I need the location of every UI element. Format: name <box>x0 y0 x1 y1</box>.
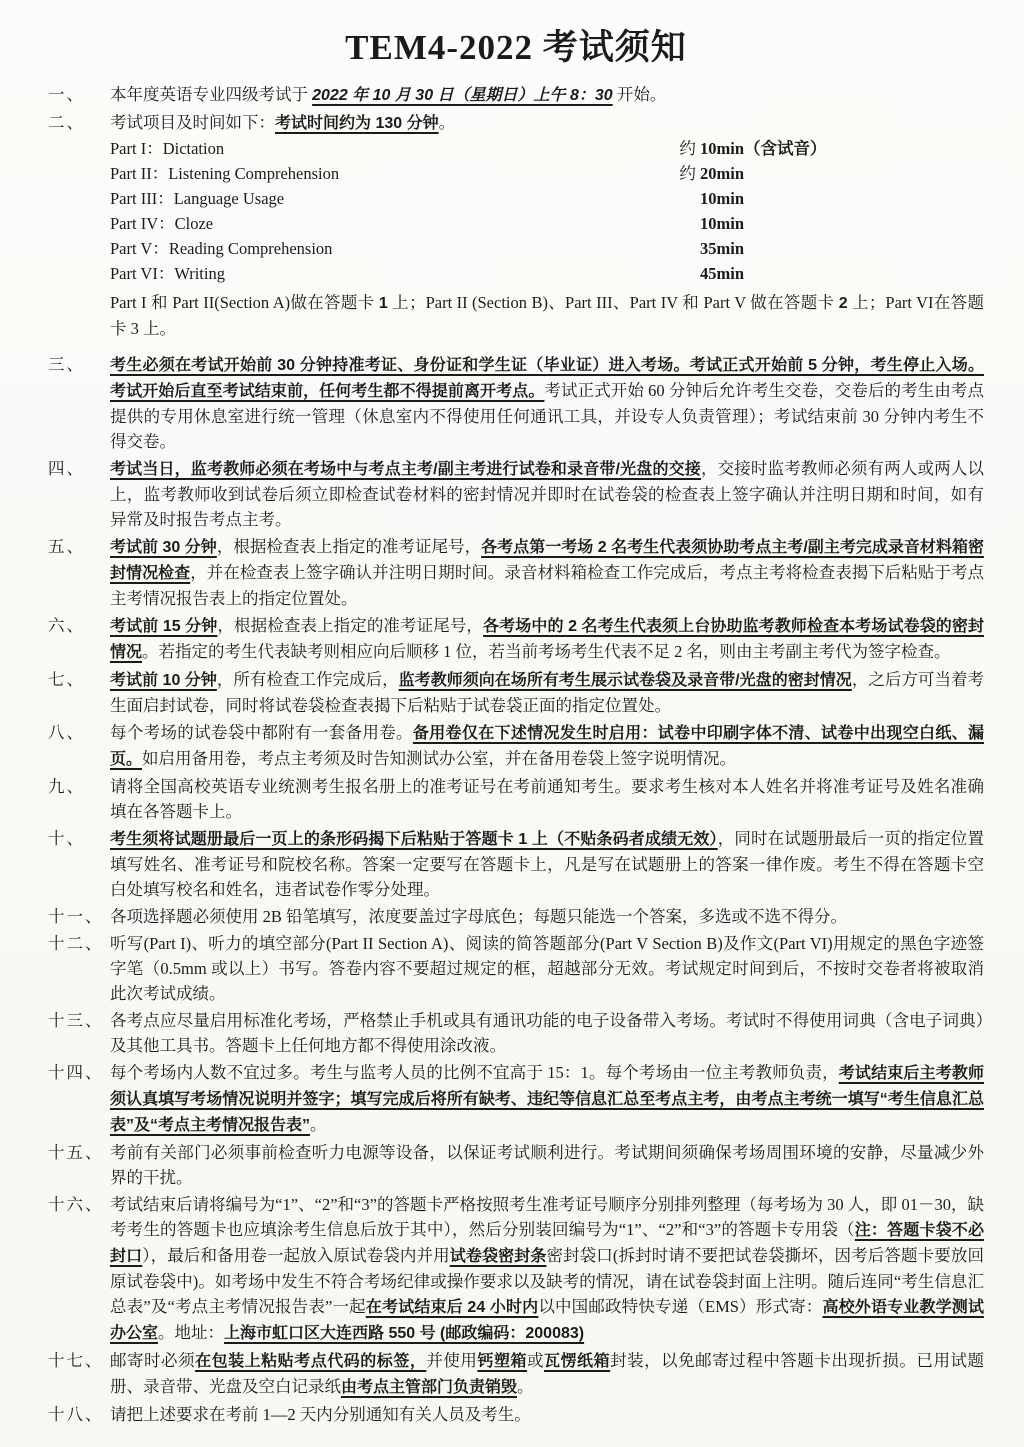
text-segment: ，交接时监考教师必须有两人或两人以上，监考教师收到试卷后须立即检查试卷材料的密封情况并即时在试卷袋的检查表上签字确认并注明日期和时间，如有异常及时报告考点主考。 <box>110 459 984 529</box>
text-segment: Part I 和 Part II(Section A)做在答题卡 <box>110 293 379 312</box>
text-segment: 考试前 10 分钟 <box>110 672 217 689</box>
part-time: 45min <box>700 264 745 283</box>
item-number: 三、 <box>48 355 85 374</box>
notice-item-9 <box>48 774 984 824</box>
item-paragraph <box>110 613 984 665</box>
text-segment: 2 <box>838 295 848 312</box>
text-segment: 以中国邮政特快专递（EMS）形式寄： <box>538 1297 823 1316</box>
notice-item-16 <box>48 1192 984 1346</box>
part-label: Part III：Language Usage <box>110 189 285 208</box>
item-number: 四、 <box>48 459 85 478</box>
notice-item-2 <box>48 110 984 343</box>
text-segment: 各考场中的 2 名考生代表须上台协助监考教师检查本考场试卷袋的密封情况 <box>110 618 984 661</box>
item-content <box>110 931 984 1006</box>
text-segment: 密封袋口(拆封时请不要把试卷袋撕坏，因考后答题卡要放回原试卷袋中)。如考场中发生不符合考场纪律或操作要求以及缺考的情况，请在试卷袋封面上注明。随后连同“考生信息汇总表”及“考点主考情况报告表”一起 <box>110 1246 984 1316</box>
text-segment: ，并在检查表上签字确认并注明日期时间。录音材料箱检查工作完成后，考点主考将检查表揭下后粘贴于考点主考情况报告表上的指定位置处。 <box>110 563 984 608</box>
notice-item-10 <box>48 826 984 902</box>
item-paragraph <box>110 931 984 1006</box>
text-segment: 考试正式开始 60 分钟后允许考生交卷，交卷后的考生由考点提供的专用休息室进行统一管理（休息室内不得使用任何通讯工具，并设专人负责管理）；考试结束前 30 分钟内考生不得交卷。 <box>110 381 984 451</box>
part-time-prefix <box>670 186 700 211</box>
item-paragraph <box>110 1060 984 1138</box>
part-time-prefix: 约 <box>679 164 700 183</box>
text-segment: 考试前 15 分钟 <box>110 618 218 635</box>
item-content <box>110 904 984 929</box>
notice-item-12 <box>48 931 984 1006</box>
text-segment: 每个考场的试卷袋中都附有一套备用卷。 <box>110 723 413 742</box>
notice-item-13 <box>48 1008 984 1058</box>
text-segment: 。地址： <box>158 1323 225 1342</box>
text-segment: 上海市虹口区大连西路 550 号 (邮政编码：200083) <box>224 1325 585 1342</box>
item-number: 十七、 <box>48 1351 104 1370</box>
text-segment: ，之后方可当着考生面启封试卷，同时将试卷袋检查表揭下后粘贴于试卷袋正面的指定位置处。 <box>110 670 985 715</box>
text-segment: 考生必须在考试开始前 30 分钟持准考证、身份证和学生证（毕业证）进入考场。考试正式开始前 5 分钟，考生停止入场。考试开始后直至考试结束前，任何考生都不得提前离开考点。 <box>110 357 984 400</box>
exam-parts-table <box>110 136 984 286</box>
text-segment: 各考点第一考场 2 名考生代表须协助考点主考/副主考完成录音材料箱密封情况检查 <box>110 539 984 582</box>
notice-item-8 <box>48 720 984 772</box>
text-segment: 考试前 30 分钟 <box>110 539 217 556</box>
part-time: 10min（含试音） <box>700 139 827 158</box>
part-row <box>110 211 984 236</box>
item-content <box>110 1140 984 1190</box>
answer-sheet-note <box>110 290 984 341</box>
text-segment: 本年度英语专业四级考试于 <box>110 85 313 104</box>
text-segment: 备用卷仅在下述情况发生时启用：试卷中印刷字体不清、试卷中出现空白纸、漏页。 <box>110 725 984 768</box>
item-paragraph <box>110 534 984 611</box>
item-content <box>110 534 984 611</box>
item-number: 十五、 <box>48 1143 104 1162</box>
text-segment: 听写(Part I)、听力的填空部分(Part II Section A)、阅读的简答题部分(Part V Section B)及作文(Part VI)用规定的黑色字迹签字笔（0.5mm 或以上）书写。答卷内容不要超过规定的框，超越部分无效。考试规定时间到后，不按时交卷者将被取消此次考试成绩。 <box>110 934 984 1003</box>
text-segment: 邮寄时必须 <box>110 1351 196 1370</box>
part-row <box>110 236 984 261</box>
part-row <box>110 261 984 286</box>
text-segment: 各项选择题必须使用 2B 铅笔填写，浓度要盖过字母底色；每题只能选一个答案，多选或不选不得分。 <box>110 907 848 926</box>
item-content <box>110 1348 984 1400</box>
item-content <box>110 1008 984 1058</box>
text-segment: ，根据检查表上指定的准考证尾号， <box>216 537 482 556</box>
text-segment: 如启用备用卷，考点主考须及时告知测试办公室，并在备用卷袋上签字说明情况。 <box>142 749 737 768</box>
item-content <box>110 774 984 824</box>
text-segment: 1 <box>378 295 388 312</box>
text-segment: ），最后和备用卷一起放入原试卷袋内并用 <box>142 1246 450 1265</box>
notice-item-3 <box>48 352 984 454</box>
text-segment: 钙塑箱 <box>477 1353 527 1370</box>
notice-item-15 <box>48 1140 984 1190</box>
text-segment: 试卷袋密封条 <box>449 1248 547 1265</box>
notice-item-6 <box>48 613 984 665</box>
part-time-prefix: 约 <box>679 139 700 158</box>
item-paragraph <box>110 1402 984 1427</box>
item-number: 六、 <box>48 616 85 635</box>
text-segment: 各考点应尽量启用标准化考场，严格禁止手机或具有通讯功能的电子设备带入考场。考试时不得使用词典（含电子词典）及其他工具书。答题卡上任何地方都不得使用涂改液。 <box>110 1011 984 1055</box>
notice-item-7 <box>48 667 984 718</box>
item-content <box>110 352 984 454</box>
item-content <box>110 1060 984 1138</box>
item-number: 十三、 <box>48 1011 104 1030</box>
notice-item-14 <box>48 1060 984 1138</box>
text-segment: 瓦愣纸箱 <box>544 1353 611 1370</box>
text-segment: 考试时间约为 130 分钟 <box>275 115 439 132</box>
notice-item-4 <box>48 456 984 532</box>
item-paragraph <box>110 826 984 902</box>
text-segment: 。 <box>517 1377 534 1396</box>
part-time: 10min <box>700 189 745 208</box>
text-segment: 考试项目及时间如下： <box>110 113 275 132</box>
item-number: 一、 <box>48 85 85 104</box>
text-segment: 。若指定的考生代表缺考则相应向后顺移 1 位，若当前考场考生代表不足 2 名，则由主考副主考代为签字检查。 <box>142 642 951 661</box>
text-segment: 由考点主管部门负责销毁 <box>341 1379 518 1396</box>
part-row <box>110 186 984 211</box>
text-segment: ，根据检查表上指定的准考证尾号， <box>217 616 484 635</box>
text-segment: 2022 年 10 月 30 日（星期日）上午 8：30 <box>312 87 613 104</box>
part-label: Part II：Listening Comprehension <box>110 164 340 183</box>
item-paragraph <box>110 904 984 929</box>
item-content <box>110 110 984 343</box>
item-content <box>110 1192 984 1346</box>
part-time-prefix <box>670 211 700 236</box>
item-number: 十四、 <box>48 1063 104 1082</box>
notice-item-5 <box>48 534 984 611</box>
text-segment: 上；Part II (Section B)、Part III、Part IV 和 Part V 做在答题卡 <box>387 293 839 312</box>
text-segment: 。 <box>438 113 456 132</box>
text-segment: 请将全国高校英语专业统测考生报名册上的准考证号在考前通知考生。要求考生核对本人姓名并将准考证号及姓名准确填在各答题卡上。 <box>110 777 984 821</box>
notice-item-17 <box>48 1348 984 1400</box>
notice-item-18 <box>48 1402 984 1427</box>
notice-list <box>48 82 984 1427</box>
item-paragraph <box>110 110 984 136</box>
item-paragraph <box>110 1348 984 1400</box>
item-paragraph <box>110 456 984 532</box>
item-number: 八、 <box>48 723 85 742</box>
text-segment: 每个考场内人数不宜过多。考生与监考人员的比例不宜高于 15：1。每个考场由一位主考教师负责， <box>110 1063 839 1082</box>
part-time-prefix <box>670 261 700 286</box>
part-time: 20min <box>700 164 745 183</box>
text-segment: 考试结束后主考教师须认真填写考场情况说明并签字；填写完成后将所有缺考、违纪等信息汇总至考点主考，由考点主考统一填写“考生信息汇总表”及“考点主考情况报告表” <box>110 1065 984 1134</box>
item-paragraph <box>110 352 984 454</box>
item-content <box>110 826 984 902</box>
item-content <box>110 613 984 665</box>
part-label: Part V：Reading Comprehension <box>110 239 333 258</box>
item-number: 十八、 <box>48 1405 104 1424</box>
text-segment: 上；Part VI在答题卡 3 上。 <box>110 293 984 338</box>
text-segment: 封装，以免邮寄过程中答题卡出现折损。已用试题册、录音带、光盘及空白记录纸 <box>110 1351 984 1396</box>
item-number: 九、 <box>48 777 85 796</box>
text-segment: 在包装上粘贴考点代码的标签， <box>195 1353 427 1370</box>
part-time: 35min <box>700 239 745 258</box>
text-segment: ，所有检查工作完成后， <box>216 670 399 689</box>
item-number: 十二、 <box>48 934 104 953</box>
text-segment: 开始。 <box>612 85 667 104</box>
text-segment: 请把上述要求在考前 1—2 天内分别通知有关人员及考生。 <box>110 1405 531 1424</box>
text-segment: 或 <box>526 1351 545 1370</box>
part-label: Part VI：Writing <box>110 264 225 283</box>
item-number: 十六、 <box>48 1195 104 1214</box>
text-segment: 并使用 <box>426 1351 478 1370</box>
item-number: 十一、 <box>48 907 104 926</box>
item-number: 十、 <box>48 829 85 848</box>
text-segment: ，同时在试题册最后一页的指定位置填写姓名、准考证号和院校名称。答案一定要写在答题卡上，凡是写在试题册上的答案一律作废。考生不得在答题卡空白处填写校名和姓名，违者试卷作零分处理。 <box>110 829 984 899</box>
text-segment: 考试结束后请将编号为“1”、“2”和“3”的答题卡严格按照考生准考证号顺序分别排列整理（每考场为 30 人，即 01－30，缺考考生的答题卡也应填涂考生信息后放于其中），然后分别装回编号为“1”、“2”和“3”的答题卡专用袋（ <box>110 1195 984 1239</box>
item-content <box>110 667 984 718</box>
part-label: Part IV：Cloze <box>110 214 214 233</box>
item-paragraph <box>110 1140 984 1190</box>
item-content <box>110 720 984 772</box>
part-time-prefix <box>670 236 700 261</box>
item-content <box>110 456 984 532</box>
item-paragraph <box>110 720 984 772</box>
item-number: 七、 <box>48 670 85 689</box>
item-number: 五、 <box>48 537 85 556</box>
text-segment: 。 <box>310 1115 327 1134</box>
text-segment: 考前有关部门必须事前检查听力电源等设备，以保证考试顺利进行。考试期间须确保考场周围环境的安静，尽量减少外界的干扰。 <box>110 1143 984 1187</box>
item-paragraph <box>110 774 984 824</box>
part-time: 10min <box>700 214 745 233</box>
item-paragraph <box>110 1008 984 1058</box>
item-paragraph <box>110 82 984 108</box>
notice-item-11 <box>48 904 984 929</box>
part-row <box>110 161 984 186</box>
part-label: Part I：Dictation <box>110 139 225 158</box>
text-segment: 监考教师须向在场所有考生展示试卷袋及录音带/光盘的密封情况 <box>398 672 852 689</box>
item-paragraph <box>110 1192 984 1346</box>
part-row <box>110 136 984 161</box>
text-segment: 高校外语专业教学测试办公室 <box>110 1299 984 1342</box>
item-content <box>110 1402 984 1427</box>
text-segment: 考试当日，监考教师必须在考场中与考点主考/副主考进行试卷和录音带/光盘的交接 <box>110 461 701 478</box>
page-title: TEM4-2022 考试须知 <box>345 28 687 67</box>
notice-item-1 <box>48 82 984 108</box>
text-segment: 在考试结束后 24 小时内 <box>365 1299 539 1316</box>
text-segment: 注：答题卡袋不必封口 <box>110 1222 984 1265</box>
item-content <box>110 82 984 108</box>
text-segment: 考生须将试题册最后一页上的条形码揭下后粘贴于答题卡 1 上（不贴条码者成绩无效） <box>110 831 718 848</box>
item-number: 二、 <box>48 113 85 132</box>
item-paragraph <box>110 667 984 718</box>
